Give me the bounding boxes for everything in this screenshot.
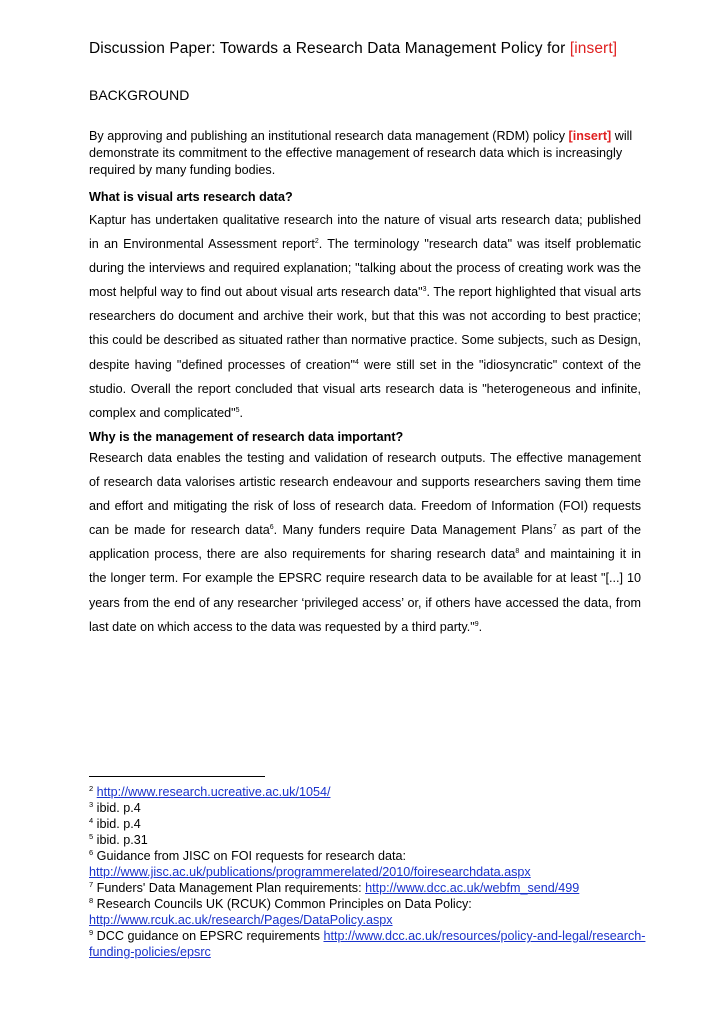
section-heading-data-management-importance: Why is the management of research data important?: [89, 430, 404, 444]
paragraph-text: and maintaining it in the longer term. For example the EPSRC require research data to be available for at least "[...] 10 years from the end of any researcher ‘privileged access’ or, if others have accessed the data, from last date on which access to the data was requested by a third party.": [89, 547, 641, 634]
footnote-4: $^4$ ibid. p.4: [89, 816, 141, 831]
intro-text-2: will demonstrate its commitment to the effective management of research data which is increasingly required by many funding bodies.: [89, 129, 633, 177]
footnote-6: $^6$ Guidance from JISC on FOI requests for research data: http://www.jisc.ac.uk/publications/programmerelated/2010/foiresearchdata.aspx: [89, 848, 531, 879]
paragraph-text: . The terminology "research data" was itself problematic during the interviews and required explanation; "talking about the process of creating work was the most helpful way to find out about visual arts research data": [89, 237, 641, 300]
footnote-5: $^5$ ibid. p.31: [89, 832, 148, 847]
footnote-7: $^7$ Funders' Data Management Plan requirements: http://www.dcc.ac.uk/webfm_send/499: [89, 880, 580, 895]
intro-insert-placeholder: [insert]: [568, 129, 612, 143]
background-heading: BACKGROUND: [89, 87, 190, 103]
footnote-2: $^2$ http://www.research.ucreative.ac.uk/1054/: [89, 784, 331, 799]
footnote-ref[interactable]: 9: [474, 620, 479, 628]
title-insert-placeholder: [insert]: [569, 40, 618, 57]
title-text: Discussion Paper: Towards a Research Data Management Policy for: [89, 40, 570, 57]
footnote-ref[interactable]: 6: [269, 524, 274, 532]
paragraph-text: . Many funders require Data Management Plans: [273, 523, 553, 538]
intro-text-1: By approving and publishing an institutional research data management (RDM) policy: [89, 129, 569, 143]
footnote-9: $^9$ DCC guidance on EPSRC requirements http://www.dcc.ac.uk/resources/policy-and-legal/research-funding-policies/epsrc: [89, 928, 646, 959]
section-paragraph-visual-arts-data: [89, 208, 641, 425]
footnote-link[interactable]: http://www.dcc.ac.uk/resources/policy-and-legal/research-funding-policies/epsrc: [89, 929, 646, 959]
footnote-link[interactable]: http://www.dcc.ac.uk/webfm_send/499: [365, 881, 580, 895]
footnote-ref[interactable]: 3: [422, 286, 427, 294]
paragraph-text: as part of the application process, there are also requirements for sharing research data: [89, 523, 641, 562]
footnote-ref[interactable]: 8: [515, 548, 520, 556]
footnote-ref[interactable]: 2: [314, 238, 319, 246]
paragraph-text: Research data enables the testing and validation of research outputs. The effective management of research data valorises artistic research endeavour and supports researchers saving them time and effort and mitigating the risk of loss of research data. Freedom of Information (FOI) requests can be made for research data: [89, 451, 641, 538]
footnote-separator: [89, 776, 265, 777]
footnote-link[interactable]: http://www.research.ucreative.ac.uk/1054/: [96, 785, 331, 799]
footnote-link[interactable]: http://www.jisc.ac.uk/publications/programmerelated/2010/foiresearchdata.aspx: [89, 865, 531, 879]
document-title: [89, 40, 617, 58]
footnote-8: $^8$ Research Councils UK (RCUK) Common Principles on Data Policy: http://www.rcuk.ac.uk/research/Pages/DataPolicy.aspx: [89, 896, 472, 927]
footnote-3: $^3$ ibid. p.4: [89, 800, 141, 815]
intro-paragraph: [89, 128, 641, 179]
paragraph-text: .: [478, 619, 483, 634]
section-paragraph-data-management-importance: [89, 446, 641, 639]
section-heading-visual-arts-data: What is visual arts research data?: [89, 190, 293, 204]
paragraph-text: were still set in the "idiosyncratic" context of the studio. Overall the report concluded that visual arts research data is "heterogeneous and infinite, complex and complicated": [89, 357, 641, 420]
paragraph-text: Kaptur has undertaken qualitative research into the nature of visual arts research data; published in an Environmental Assessment report: [89, 213, 641, 252]
paragraph-text: .: [239, 405, 243, 420]
footnotes: [89, 784, 649, 960]
footnote-ref[interactable]: 5: [235, 406, 240, 414]
footnote-ref[interactable]: 4: [355, 358, 359, 366]
footnote-ref[interactable]: 7: [552, 524, 557, 532]
paragraph-text: . The report highlighted that visual arts researchers do document and archive their work, but that this was not according to best practice; this could be described as situated rather than normative practice. Some subjects, such as Design, despite having "defined processes of creation": [89, 285, 641, 372]
footnote-link[interactable]: http://www.rcuk.ac.uk/research/Pages/DataPolicy.aspx: [89, 913, 393, 927]
